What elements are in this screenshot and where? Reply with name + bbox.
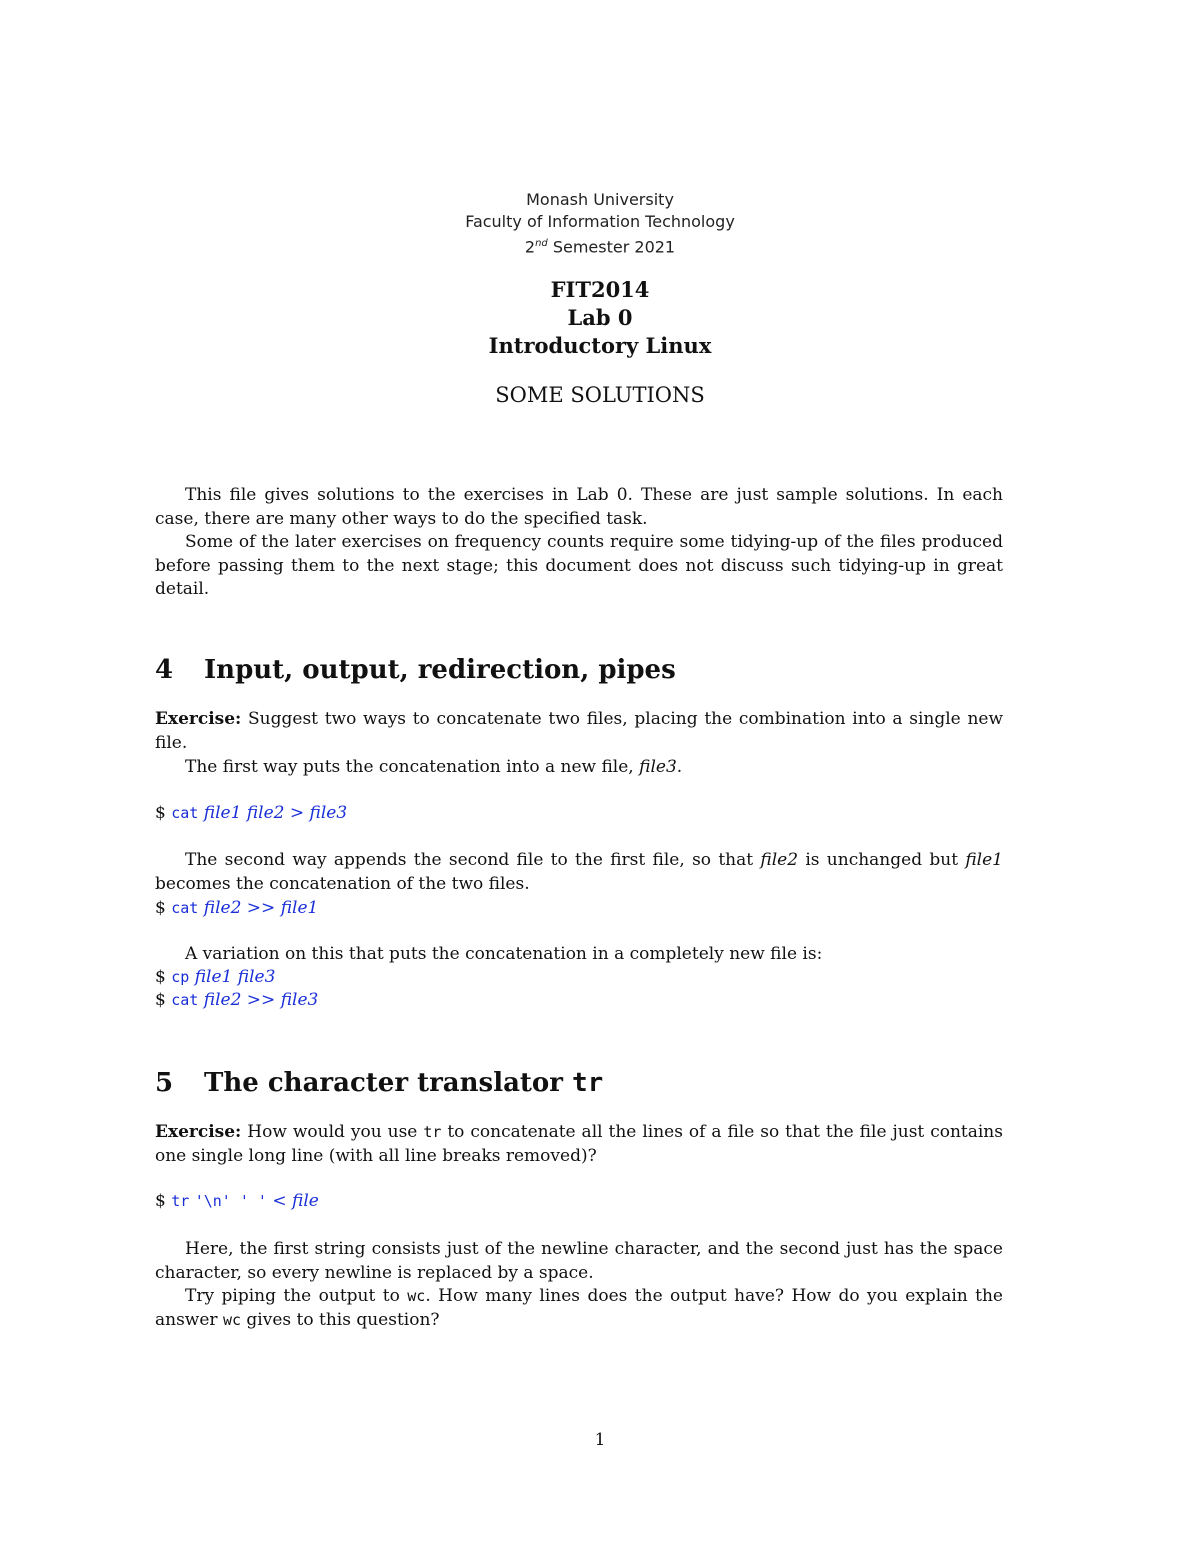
section-4-heading <box>155 655 676 685</box>
command-line: $ cat file2 >> file3 <box>155 990 319 1010</box>
exercise-4: Exercise: Suggest two ways to concatenate two files, placing the combination into a single new file. <box>155 709 1003 753</box>
faculty-name: Faculty of Information Technology <box>465 212 735 231</box>
section-title-code: tr <box>572 1068 604 1098</box>
semester-line: 2nd Semester 2021 <box>524 237 676 257</box>
variation-paragraph: A variation on this that puts the concatenation in a completely new file is: <box>185 944 823 964</box>
lab-name: Introductory Linux <box>488 333 712 358</box>
command-line: $ tr '\n' ' ' < file <box>155 1191 319 1211</box>
section-number: 5 <box>155 1068 174 1098</box>
document-subtitle: SOME SOLUTIONS <box>495 383 705 407</box>
document-header <box>0 189 1200 258</box>
section-5-heading <box>155 1068 603 1098</box>
section-title: The character translator <box>204 1068 573 1098</box>
section-title: Input, output, redirection, pipes <box>204 655 676 685</box>
command-line: $ cat file1 file2 > file3 <box>155 803 348 823</box>
unit-code: FIT2014 <box>550 277 650 302</box>
followup-paragraph: Try piping the output to wc. How many lines does the output have? How do you explain the answer wc gives to this question? <box>155 1286 1003 1330</box>
university-name: Monash University <box>526 190 674 209</box>
intro-paragraph-2: Some of the later exercises on frequency counts require some tidying-up of the files produced before passing them to the next stage; this document does not discuss such tidying-up in great detail. <box>155 532 1003 599</box>
intro-paragraph-1: This file gives solutions to the exercises in Lab 0. These are just sample solutions. In each case, there are many other ways to do the specified task. <box>155 485 1003 529</box>
page-number: 1 <box>594 1430 606 1450</box>
command-line: $ cp file1 file3 <box>155 967 276 987</box>
way2-paragraph: The second way appends the second file to the first file, so that file2 is unchanged but file1 becomes the concatenation of the two files. <box>155 850 1003 894</box>
explanation-paragraph: Here, the first string consists just of the newline character, and the second just has the space character, so every newline is replaced by a space. <box>155 1239 1003 1283</box>
command-line: $ cat file2 >> file1 <box>155 898 319 918</box>
lab-number: Lab 0 <box>567 305 633 330</box>
section-number: 4 <box>155 655 174 685</box>
title-block <box>0 276 1200 360</box>
way1-paragraph: The first way puts the concatenation into a new file, file3. <box>185 757 683 777</box>
exercise-5: Exercise: How would you use tr to concatenate all the lines of a file so that the file just contains one single long line (with all line breaks removed)? <box>155 1122 1003 1166</box>
